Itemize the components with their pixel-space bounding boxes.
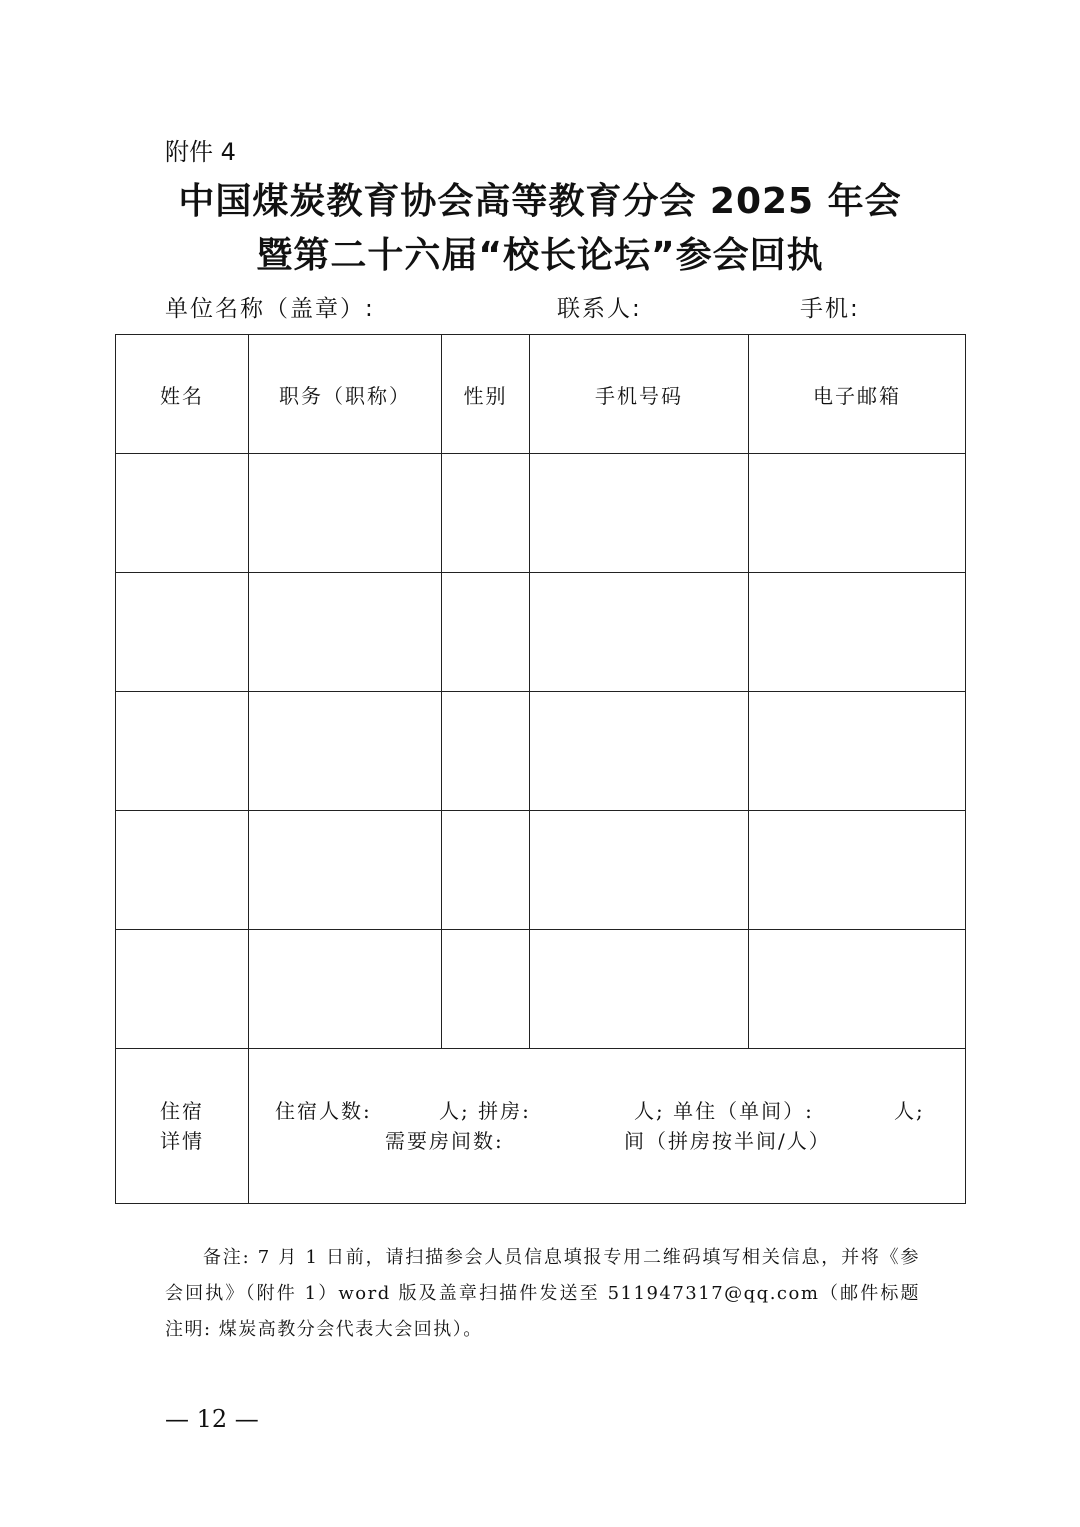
rooms-needed-unit: 间（拼房按半间/人） [624, 1129, 831, 1153]
name-cell[interactable] [116, 573, 249, 692]
header-mobile: 手机号码 [530, 335, 749, 454]
lodging-shared-unit: 人; 单住（单间）: [634, 1099, 814, 1123]
lodging-label-line1: 住宿 [160, 1099, 204, 1123]
email-cell[interactable] [749, 573, 966, 692]
lodging-row [116, 1049, 966, 1204]
mobile-cell[interactable] [530, 573, 749, 692]
gender-cell[interactable] [442, 454, 530, 573]
position-cell[interactable] [249, 573, 442, 692]
attachment-label: 附件 4 [165, 138, 236, 166]
header-email: 电子邮箱 [749, 335, 966, 454]
email-cell[interactable] [749, 930, 966, 1049]
mobile-cell[interactable] [530, 930, 749, 1049]
mobile-cell[interactable] [530, 454, 749, 573]
table-row [116, 454, 966, 573]
name-cell[interactable] [116, 454, 249, 573]
position-cell[interactable] [249, 930, 442, 1049]
rooms-needed-label: 需要房间数: [385, 1129, 504, 1153]
lodging-persons-label: 住宿人数: [275, 1099, 372, 1123]
table-row [116, 692, 966, 811]
gender-cell[interactable] [442, 692, 530, 811]
mobile-label: 手机: [800, 296, 860, 322]
name-cell[interactable] [116, 811, 249, 930]
registration-table [115, 334, 966, 1204]
position-cell[interactable] [249, 454, 442, 573]
lodging-label [116, 1049, 249, 1204]
table-row [116, 573, 966, 692]
remarks-note: 备注: 7 月 1 日前，请扫描参会人员信息填报专用二维码填写相关信息，并将《参会回执》（附件 1）word 版及盖章扫描件发送至 511947317@qq.com（邮件标题注明: 煤炭高教分会代表大会回执）。 [165, 1247, 920, 1340]
mobile-cell[interactable] [530, 811, 749, 930]
title-line-2: 暨第二十六届“校长论坛”参会回执 [256, 235, 824, 276]
title-line-1: 中国煤炭教育协会高等教育分会 2025 年会 [178, 181, 902, 222]
position-cell[interactable] [249, 692, 442, 811]
contact-person-label: 联系人: [557, 296, 642, 322]
name-cell[interactable] [116, 692, 249, 811]
header-gender: 性别 [442, 335, 530, 454]
header-position: 职务（职称） [249, 335, 442, 454]
lodging-label-line2: 详情 [160, 1129, 204, 1153]
position-cell[interactable] [249, 811, 442, 930]
gender-cell[interactable] [442, 573, 530, 692]
table-header-row [116, 335, 966, 454]
gender-cell[interactable] [442, 930, 530, 1049]
email-cell[interactable] [749, 454, 966, 573]
email-cell[interactable] [749, 692, 966, 811]
header-name: 姓名 [116, 335, 249, 454]
gender-cell[interactable] [442, 811, 530, 930]
mobile-cell[interactable] [530, 692, 749, 811]
name-cell[interactable] [116, 930, 249, 1049]
table-row [116, 930, 966, 1049]
lodging-persons-unit: 人; 拼房: [439, 1099, 531, 1123]
unit-name-label: 单位名称（盖章）: [165, 296, 375, 322]
page-number: — 12 — [165, 1405, 259, 1433]
lodging-details[interactable] [249, 1049, 966, 1204]
table-row [116, 811, 966, 930]
email-cell[interactable] [749, 811, 966, 930]
lodging-single-unit: 人; [894, 1099, 925, 1123]
